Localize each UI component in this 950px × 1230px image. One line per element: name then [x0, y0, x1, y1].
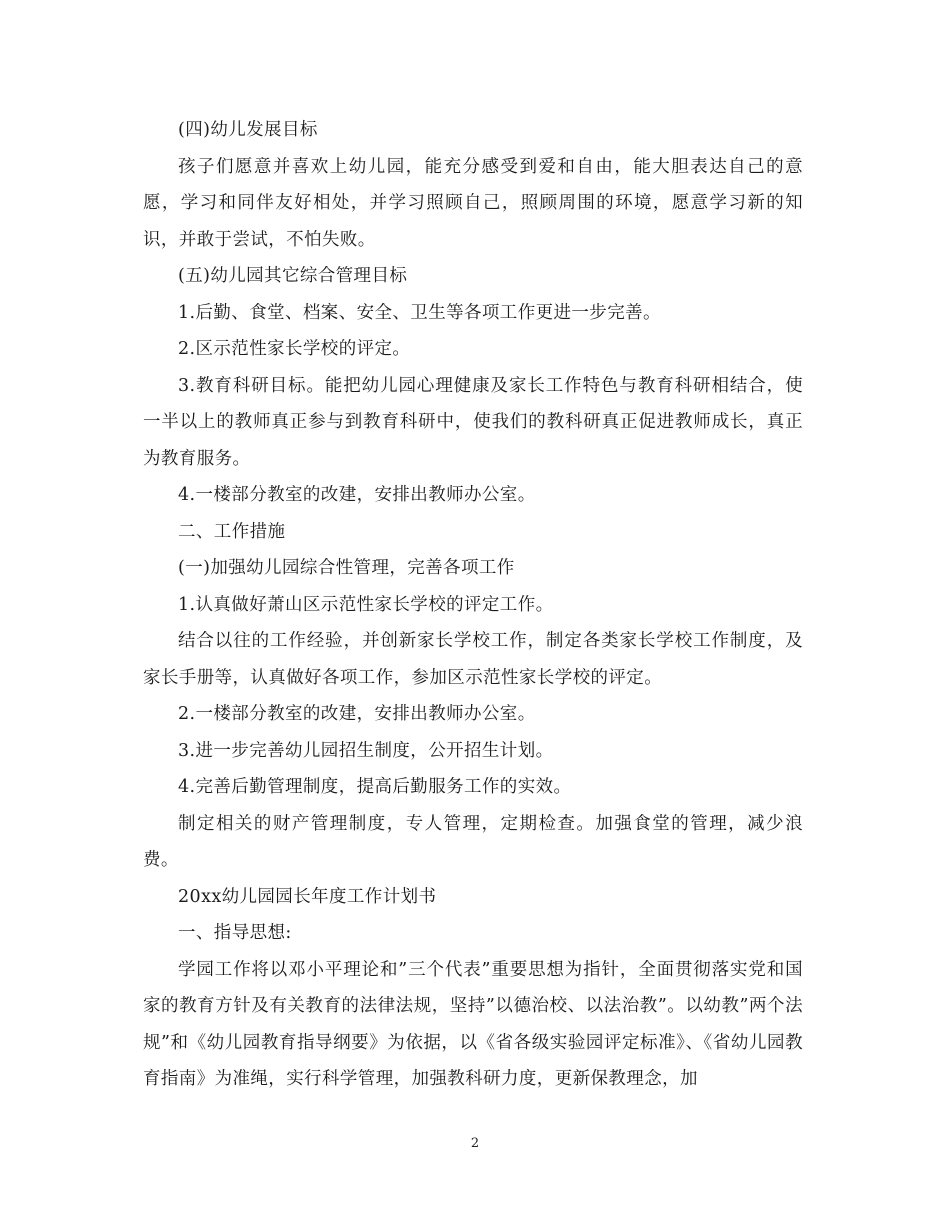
paragraph: 结合以往的工作经验，并创新家长学校工作，制定各类家长学校工作制度，及家长手册等，认真做好各项工作，参加区示范性家长学校的评定。	[143, 631, 803, 688]
list-item: 1.后勤、食堂、档案、安全、卫生等各项工作更进一步完善。	[178, 302, 661, 323]
heading-comprehensive-management: (一)加强幼儿园综合性管理，完善各项工作	[178, 558, 515, 578]
list-item: 4.一楼部分教室的改建，安排出教师办公室。	[178, 485, 536, 505]
list-item: 2.一楼部分教室的改建，安排出教师办公室。	[178, 704, 536, 724]
list-item: 4.完善后勤管理制度，提高后勤服务工作的实效。	[178, 777, 572, 797]
page-number: 2	[470, 1136, 480, 1151]
heading-work-measures: 二、工作措施	[178, 521, 286, 542]
paragraph: 制定相关的财产管理制度，专人管理，定期检查。加强食堂的管理，减少浪费。	[143, 813, 803, 870]
heading-guiding-ideology: 一、指导思想:	[178, 923, 292, 943]
heading-other-management-goals: (五)幼儿园其它综合管理目标	[178, 266, 408, 286]
paragraph: 孩子们愿意并喜欢上幼儿园，能充分感受到爱和自由，能大胆表达自己的意愿，学习和同伴友好相处，并学习照顾自己，照顾周围的环境，愿意学习新的知识，并敢于尝试，不怕失败。	[143, 156, 803, 250]
section-title: 20xx幼儿园园长年度工作计划书	[178, 886, 437, 907]
document-body	[143, 112, 803, 1098]
list-item: 3.进一步完善幼儿园招生制度，公开招生计划。	[178, 740, 554, 761]
list-item: 1.认真做好萧山区示范性家长学校的评定工作。	[178, 594, 554, 615]
list-item: 3.教育科研目标。能把幼儿园心理健康及家长工作特色与教育科研相结合，使一半以上的教师真正参与到教育科研中，使我们的教科研真正促进教师成长，真正为教育服务。	[143, 375, 803, 469]
paragraph: 学园工作将以邓小平理论和”三个代表”重要思想为指针，全面贯彻落实党和国家的教育方针及有关教育的法律法规，坚持”以德治校、以法治教”。以幼教”两个法规”和《幼儿园教育指导纲要》为依据，以《省各级实验园评定标准》、《省幼儿园教育指南》为准绳，实行科学管理，加强教科研力度，更新保教理念，加	[143, 959, 803, 1089]
list-item: 2.区示范性家长学校的评定。	[178, 339, 411, 359]
heading-child-development-goals: (四)幼儿发展目标	[178, 120, 318, 140]
